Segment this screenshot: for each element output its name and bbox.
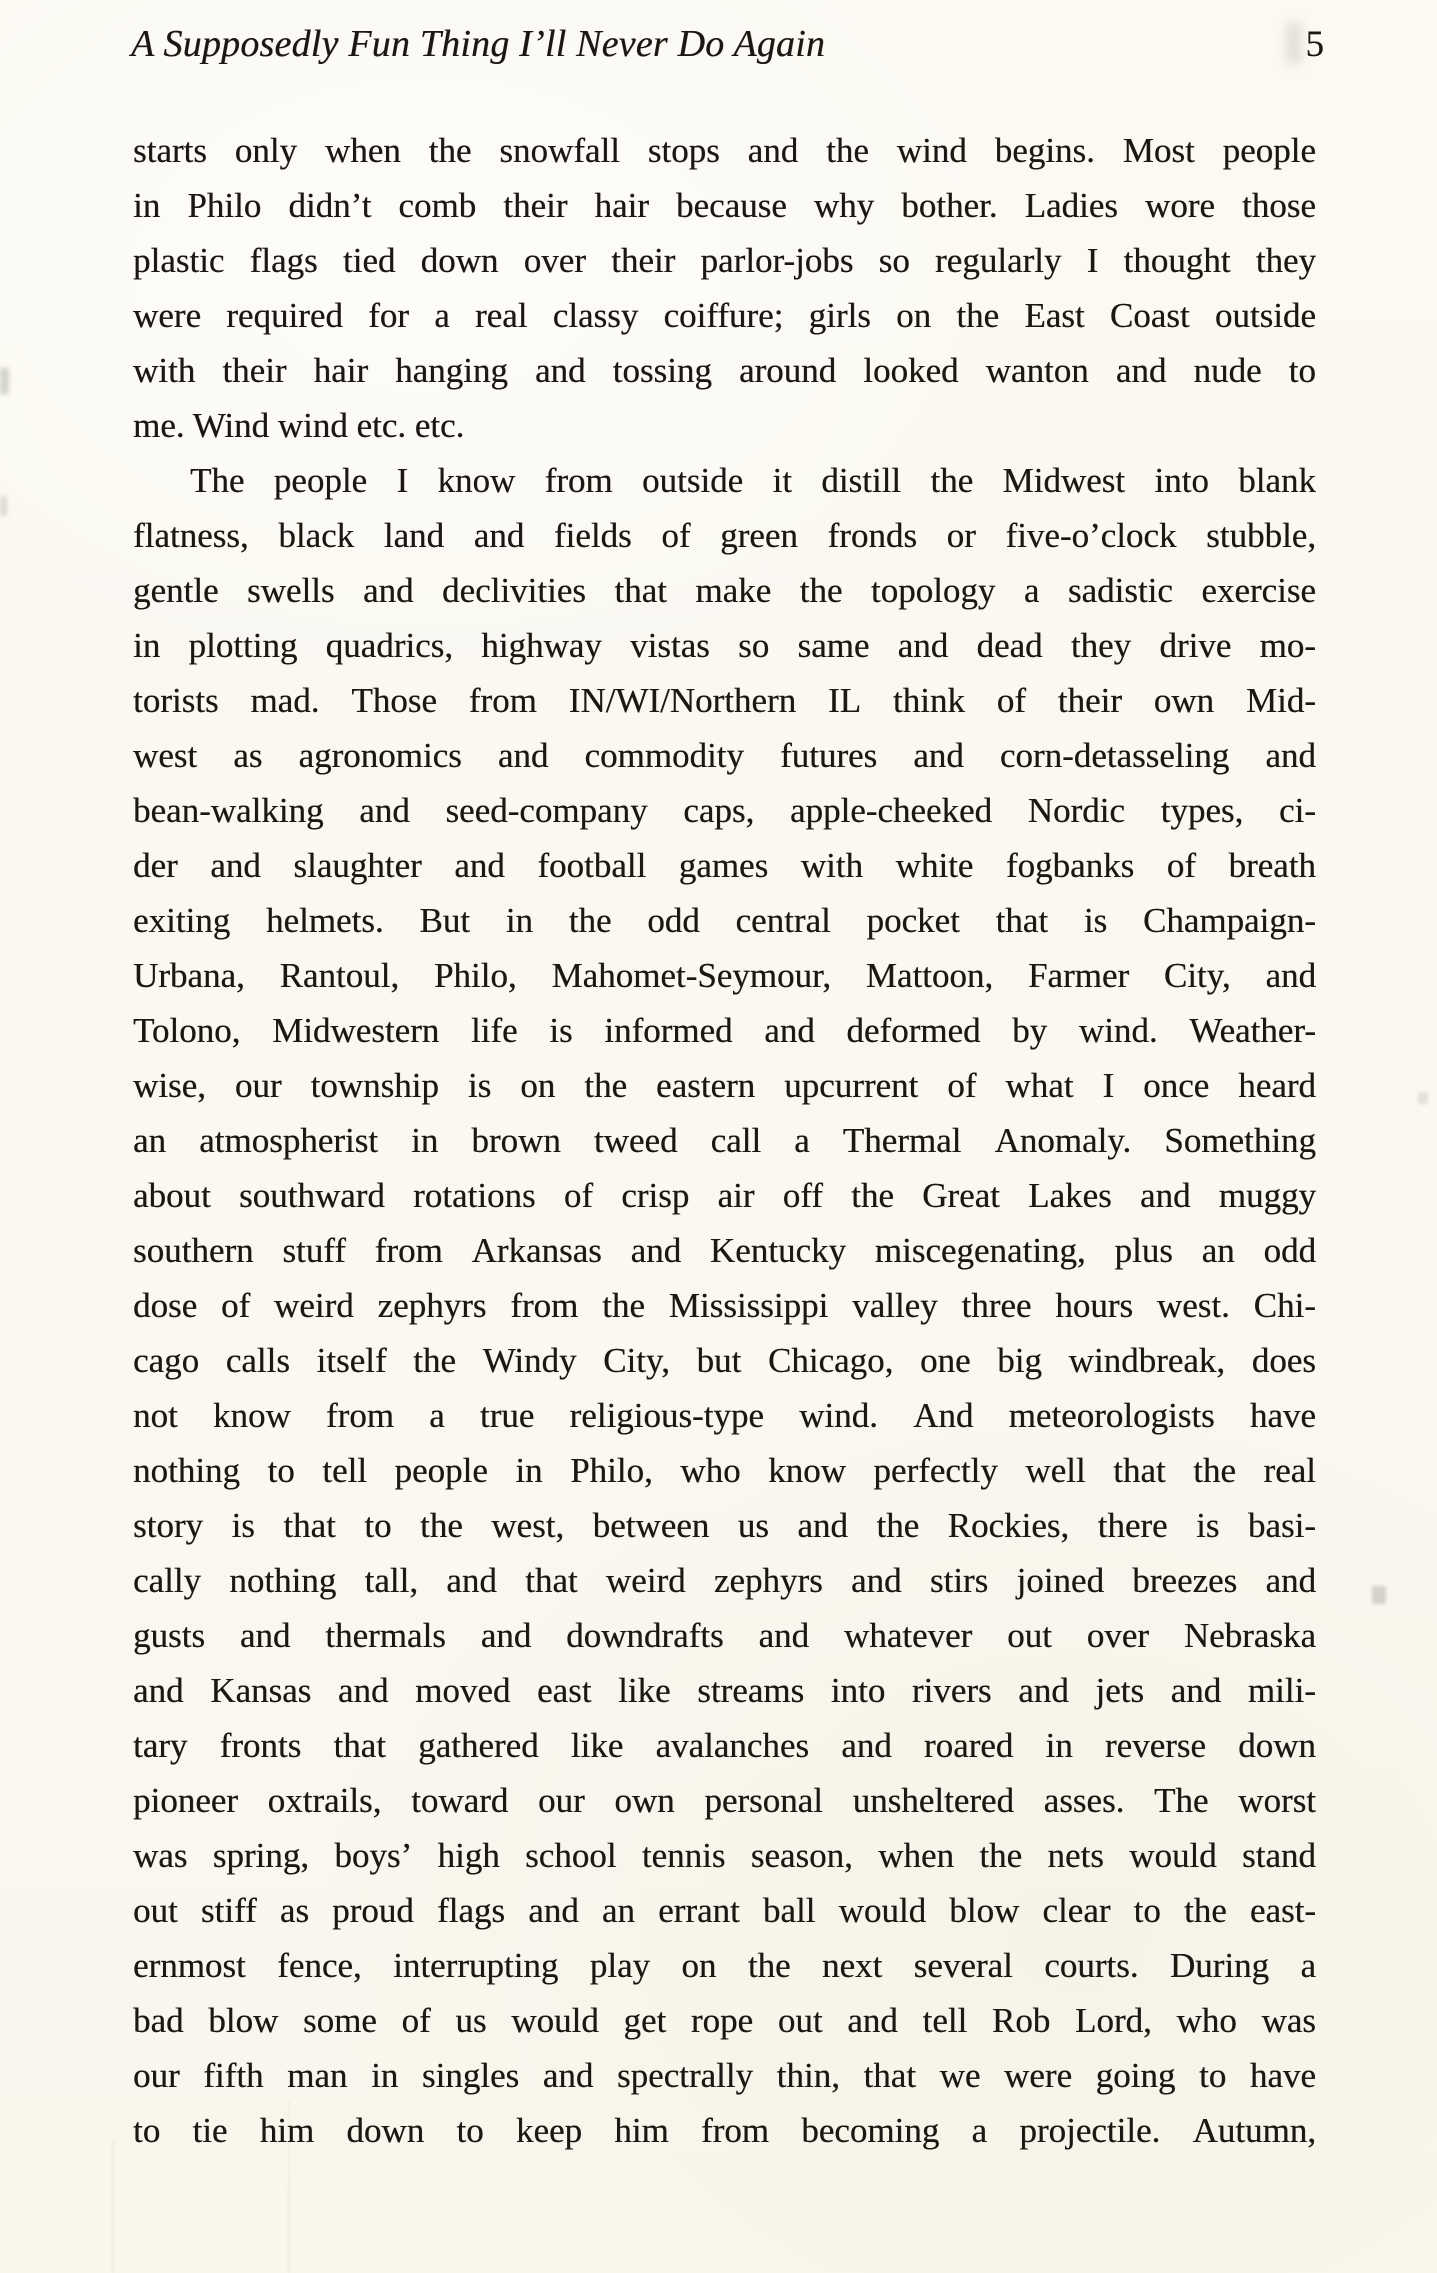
body-line: pioneer oxtrails, toward our own personal unsheltered asses. The worst bbox=[133, 1781, 1316, 1820]
body-line: flatness, black land and fields of green fronds or five-o’clock stubble, bbox=[133, 516, 1316, 555]
running-header bbox=[131, 20, 1324, 69]
body-line: bean-walking and seed-company caps, apple-cheeked Nordic types, ci- bbox=[133, 791, 1316, 830]
body-text bbox=[133, 123, 1316, 2158]
body-line: starts only when the snowfall stops and the wind begins. Most people bbox=[133, 131, 1316, 170]
body-line: cago calls itself the Windy City, but Chicago, one big windbreak, does bbox=[133, 1341, 1316, 1380]
body-line: ernmost fence, interrupting play on the next several courts. During a bbox=[133, 1946, 1316, 1985]
body-line: and Kansas and moved east like streams into rivers and jets and mili- bbox=[133, 1671, 1316, 1710]
body-line: torists mad. Those from IN/WI/Northern IL think of their own Mid- bbox=[133, 681, 1316, 720]
body-line: an atmospherist in brown tweed call a Thermal Anomaly. Something bbox=[133, 1121, 1316, 1160]
body-line: exiting helmets. But in the odd central pocket that is Champaign- bbox=[133, 901, 1316, 940]
body-line: our fifth man in singles and spectrally thin, that we were going to have bbox=[133, 2056, 1316, 2095]
body-line: about southward rotations of crisp air off the Great Lakes and muggy bbox=[133, 1176, 1316, 1215]
body-line: west as agronomics and commodity futures and corn-detasseling and bbox=[133, 736, 1316, 775]
body-line: tary fronts that gathered like avalanches and roared in reverse down bbox=[133, 1726, 1316, 1765]
body-line: in Philo didn’t comb their hair because why bother. Ladies wore those bbox=[133, 186, 1316, 225]
body-line: out stiff as proud flags and an errant ball would blow clear to the east- bbox=[133, 1891, 1316, 1930]
body-line: gusts and thermals and downdrafts and whatever out over Nebraska bbox=[133, 1616, 1316, 1655]
body-line: to tie him down to keep him from becoming a projectile. Autumn, bbox=[133, 2111, 1316, 2150]
body-line: was spring, boys’ high school tennis season, when the nets would stand bbox=[133, 1836, 1316, 1875]
scan-margin-mark bbox=[1372, 1586, 1386, 1604]
paper-crease bbox=[112, 2140, 114, 2273]
body-line: in plotting quadrics, highway vistas so same and dead they drive mo- bbox=[133, 626, 1316, 665]
body-line: Tolono, Midwestern life is informed and deformed by wind. Weather- bbox=[133, 1011, 1316, 1050]
body-line: plastic flags tied down over their parlor-jobs so regularly I thought they bbox=[133, 241, 1316, 280]
scan-edge-blot bbox=[0, 496, 7, 516]
body-line: southern stuff from Arkansas and Kentucky miscegenating, plus an odd bbox=[133, 1231, 1316, 1270]
scan-margin-mark bbox=[1418, 1092, 1428, 1104]
body-line: with their hair hanging and tossing around looked wanton and nude to bbox=[133, 351, 1316, 390]
body-line: gentle swells and declivities that make the topology a sadistic exercise bbox=[133, 571, 1316, 610]
body-line: not know from a true religious-type wind. And meteorologists have bbox=[133, 1396, 1316, 1435]
book-title: A Supposedly Fun Thing I’ll Never Do Again bbox=[131, 23, 826, 65]
body-line: story is that to the west, between us and the Rockies, there is basi- bbox=[133, 1506, 1316, 1545]
body-line: The people I know from outside it distill the Midwest into blank bbox=[190, 461, 1316, 500]
page-number: 5 bbox=[1305, 24, 1324, 65]
body-line: der and slaughter and football games with white fogbanks of breath bbox=[133, 846, 1316, 885]
body-line: dose of weird zephyrs from the Mississippi valley three hours west. Chi- bbox=[133, 1286, 1316, 1325]
body-line: me. Wind wind etc. etc. bbox=[133, 406, 465, 445]
scan-edge-blot bbox=[0, 368, 9, 394]
body-line: nothing to tell people in Philo, who know perfectly well that the real bbox=[133, 1451, 1316, 1490]
body-line: wise, our township is on the eastern upcurrent of what I once heard bbox=[133, 1066, 1316, 1105]
body-line: were required for a real classy coiffure; girls on the East Coast outside bbox=[133, 296, 1316, 335]
body-line: Urbana, Rantoul, Philo, Mahomet-Seymour, Mattoon, Farmer City, and bbox=[133, 956, 1316, 995]
body-line: cally nothing tall, and that weird zephyrs and stirs joined breezes and bbox=[133, 1561, 1316, 1600]
body-line: bad blow some of us would get rope out and tell Rob Lord, who was bbox=[133, 2001, 1316, 2040]
